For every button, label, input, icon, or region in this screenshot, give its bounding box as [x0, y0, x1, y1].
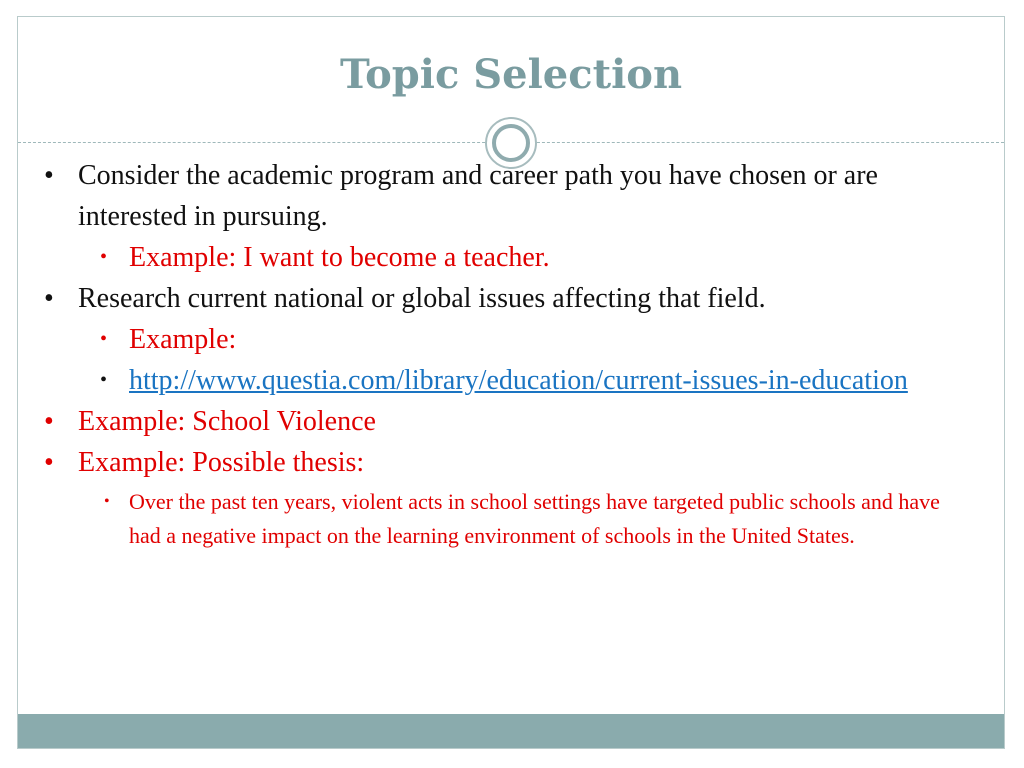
bullet-item — [44, 155, 974, 237]
bullet-item — [44, 237, 974, 278]
bullet-dot-icon: • — [44, 406, 54, 437]
footer-bar — [18, 714, 1004, 748]
bullet-item — [44, 278, 974, 319]
questia-link[interactable]: http://www.questia.com/library/education/current-issues-in-education — [129, 365, 908, 396]
bullet-item — [44, 485, 974, 553]
bullet-dot-icon: • — [44, 160, 54, 191]
bullet-dot-icon: • — [100, 328, 108, 350]
bullet-text: Research current national or global issues affecting that field. — [78, 283, 766, 314]
bullet-text: Consider the academic program and career path you have chosen or are interested in pursuing. — [78, 160, 878, 232]
example-text: Example: I want to become a teacher. — [129, 242, 550, 273]
bullet-dot-icon: • — [44, 447, 54, 478]
thesis-text: Over the past ten years, violent acts in school settings have targeted public schools and have had a negative impact on the learning environment of schools in the United States. — [129, 489, 940, 548]
bullet-item — [44, 401, 974, 442]
bullet-item — [44, 360, 974, 401]
bullet-dot-icon: • — [44, 283, 54, 314]
bullet-item — [44, 319, 974, 360]
example-text: Example: — [129, 324, 237, 355]
slide — [17, 16, 1005, 749]
example-text: Example: Possible thesis: — [78, 447, 365, 478]
bullet-dot-icon: • — [100, 369, 108, 391]
slide-title: Topic Selection — [339, 51, 683, 98]
example-text: Example: School Violence — [78, 406, 376, 437]
bullet-dot-icon: • — [104, 493, 110, 510]
bullet-item — [44, 442, 974, 483]
bullet-list — [44, 155, 974, 553]
bullet-dot-icon: • — [100, 246, 108, 268]
